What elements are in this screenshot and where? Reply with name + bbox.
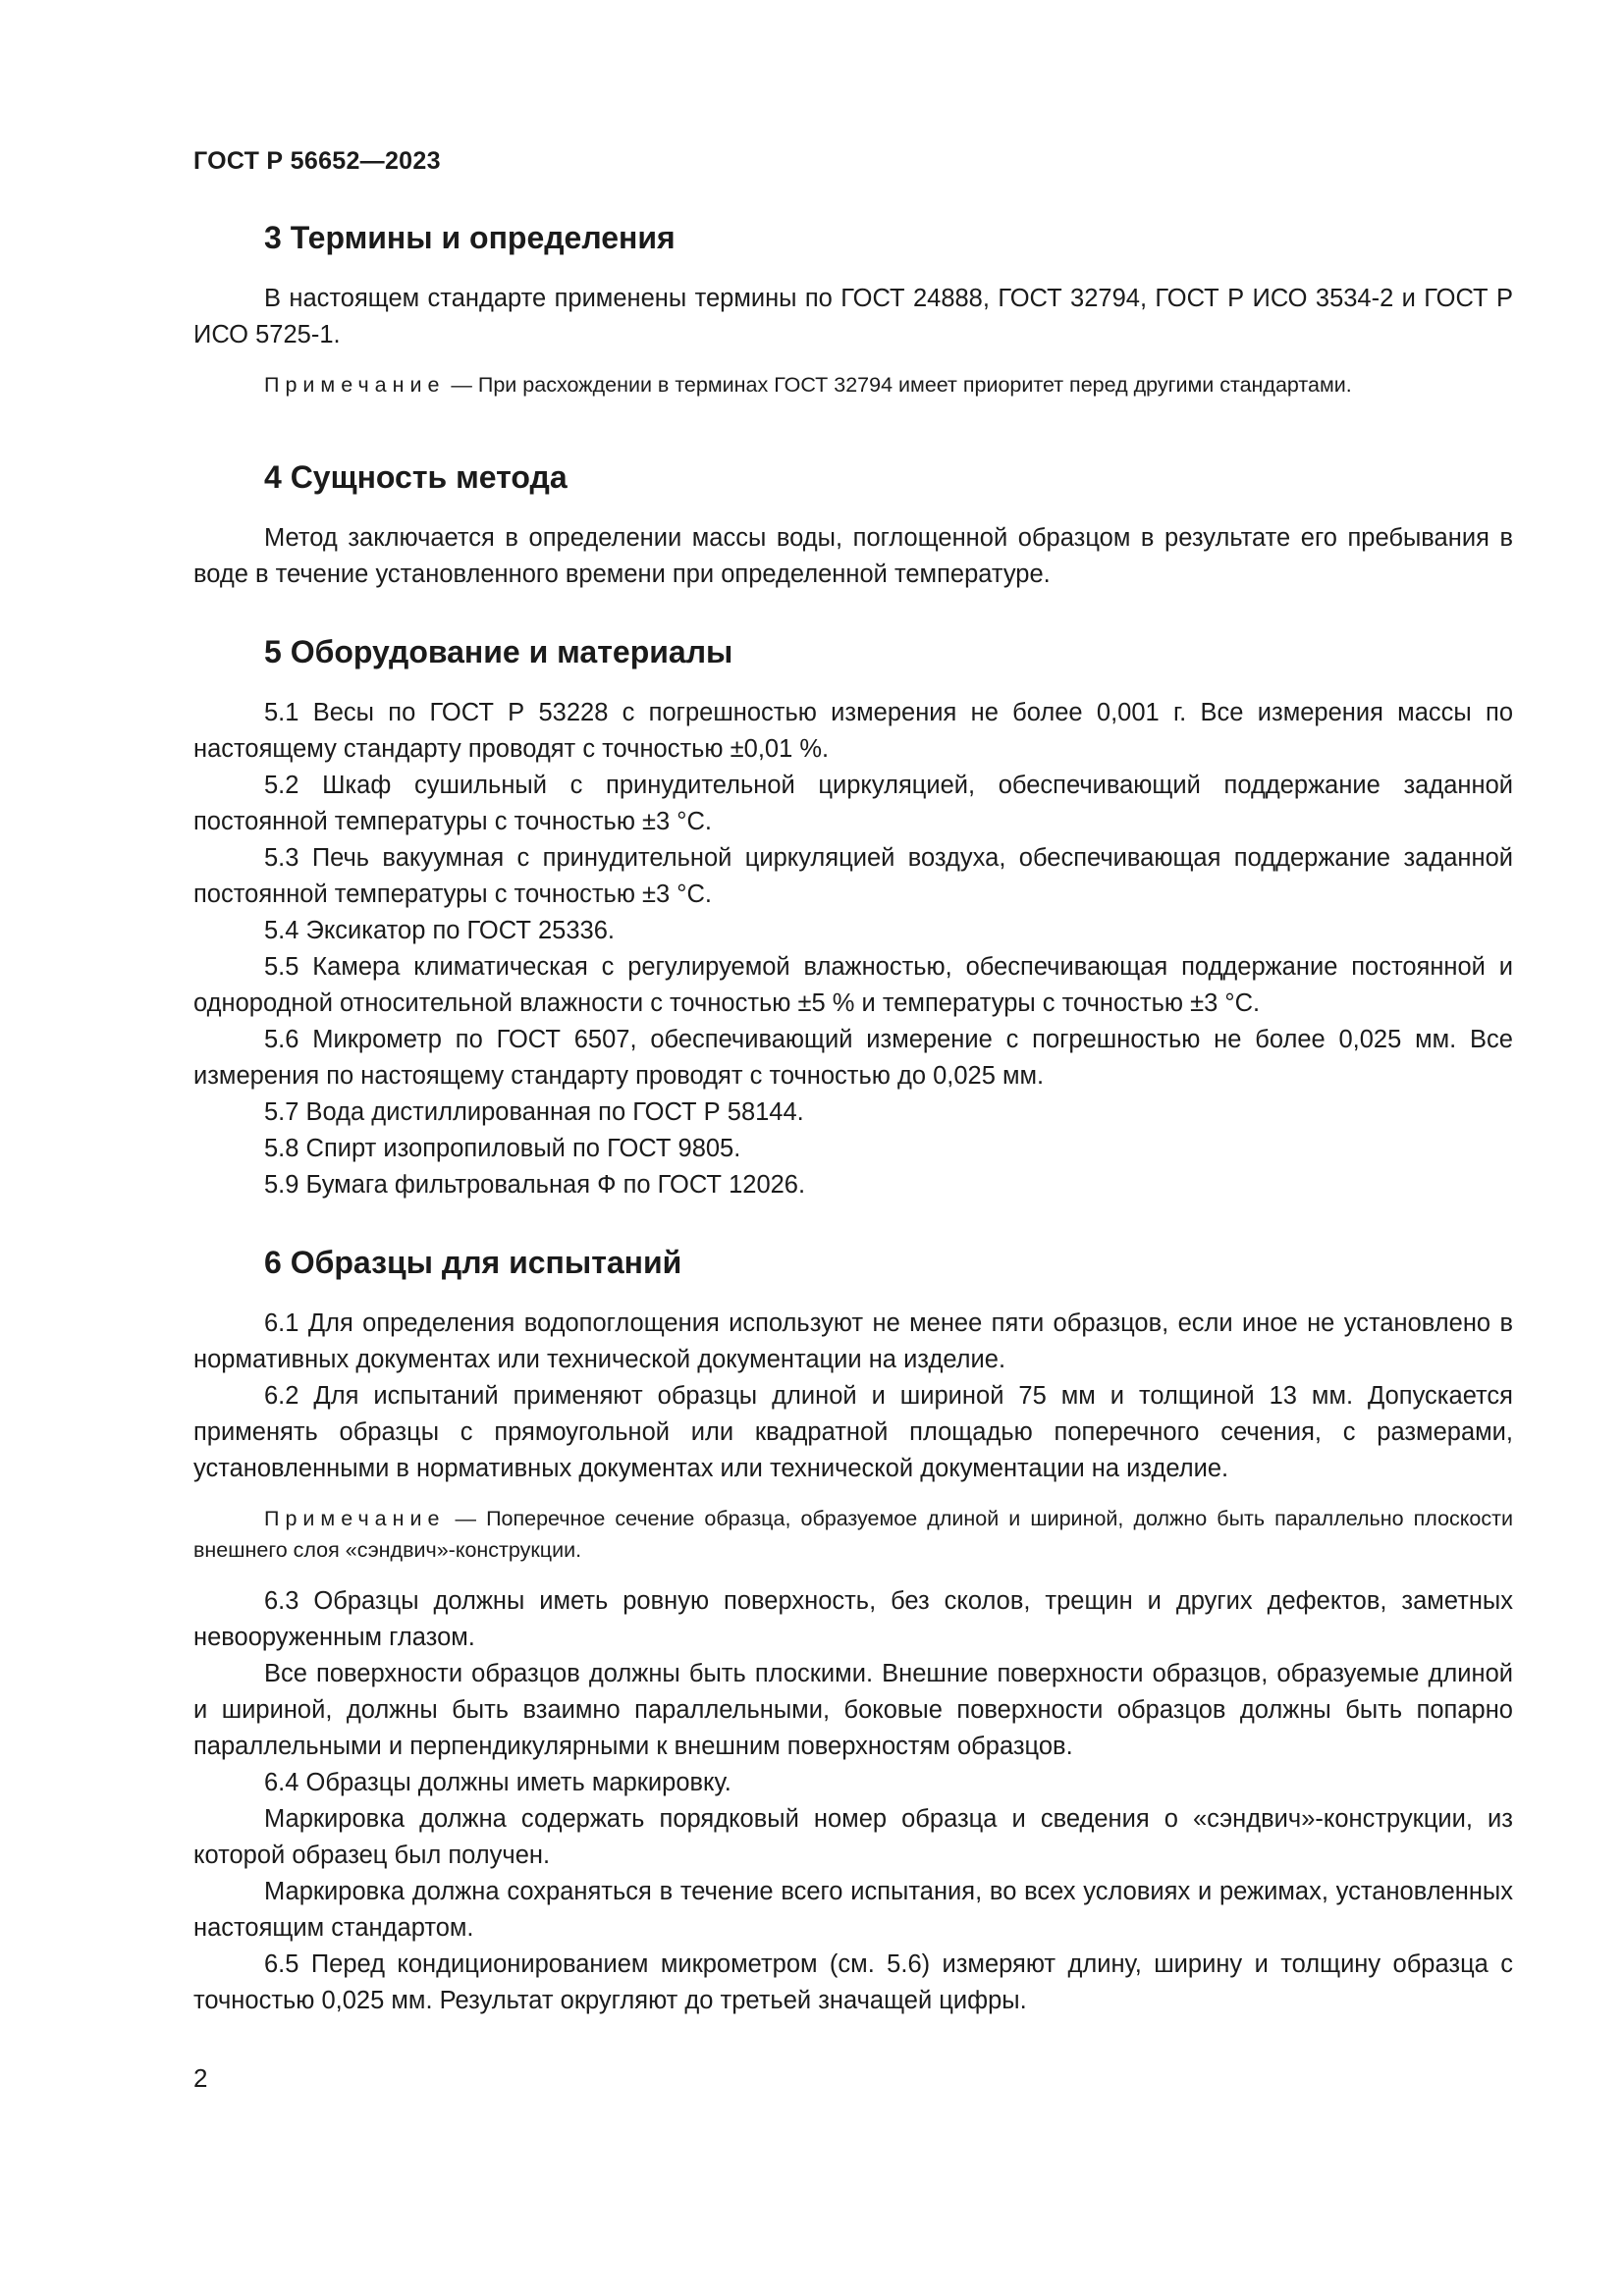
section-4-method <box>193 457 1513 593</box>
section-5-equipment <box>193 632 1513 1203</box>
paragraph: 6.5 Перед кондиционированием микрометром (см. 5.6) измеряют длину, ширину и толщину образца с точностью 0,025 мм. Результат округляют до третьей значащей цифры. <box>193 1950 1513 2014</box>
list-item: 5.1 Весы по ГОСТ Р 53228 с погрешностью измерения не более 0,001 г. Все измерения массы по настоящему стандарту проводят с точностью ±0,01 %. <box>193 699 1513 763</box>
section-title: 5 Оборудование и материалы <box>264 634 733 669</box>
list-item: 5.5 Камера климатическая с регулируемой влажностью, обеспечивающая поддержание постоянной и однородной относительной влажности с точностью ±5 % и температуры с точностью ±3 °С. <box>193 953 1513 1017</box>
section-title: 6 Образцы для испытаний <box>264 1245 682 1280</box>
list-item: 5.2 Шкаф сушильный с принудительной циркуляцией, обеспечивающий поддержание заданной постоянной температуры с точностью ±3 °С. <box>193 772 1513 835</box>
note <box>193 369 1513 400</box>
paragraph: 6.2 Для испытаний применяют образцы длиной и шириной 75 мм и толщиной 13 мм. Допускается применять образцы с прямоугольной или квадратной площадью поперечного сечения, с размерами, установленными в нормативных документах или технической документации на изделие. <box>193 1382 1513 1482</box>
section-6-specimens <box>193 1243 1513 2019</box>
section-gap <box>193 418 1513 457</box>
note-text: — При расхождении в терминах ГОСТ 32794 имеет приоритет перед другими стандартами. <box>445 373 1352 397</box>
list-item: 5.6 Микрометр по ГОСТ 6507, обеспечивающий измерение с погрешностью не более 0,025 мм. Все измерения по настоящему стандарту проводят с точностью до 0,025 мм. <box>193 1026 1513 1090</box>
section-title: 4 Сущность метода <box>264 459 568 495</box>
paragraph: 6.4 Образцы должны иметь маркировку. <box>264 1769 731 1796</box>
document-body <box>193 218 1513 2019</box>
section-title: 3 Термины и определения <box>264 220 676 255</box>
section-3-terms <box>193 218 1513 400</box>
section-gap <box>193 1203 1513 1243</box>
list-item: 5.3 Печь вакуумная с принудительной циркуляцией воздуха, обеспечивающая поддержание заданной постоянной температуры с точностью ±3 °С. <box>193 844 1513 908</box>
page-number: 2 <box>193 2063 208 2093</box>
paragraph: Маркировка должна сохраняться в течение всего испытания, во всех условиях и режимах, установленных настоящим стандартом. <box>193 1878 1513 1942</box>
note-label: Примечание <box>264 1507 446 1530</box>
list-item: 5.9 Бумага фильтровальная Ф по ГОСТ 12026. <box>264 1171 806 1199</box>
paragraph: В настоящем стандарте применены термины по ГОСТ 24888, ГОСТ 32794, ГОСТ Р ИСО 3534-2 и ГОСТ Р ИСО 5725-1. <box>193 285 1513 348</box>
paragraph: Маркировка должна содержать порядковый номер образца и сведения о «сэндвич»-конструкции, из которой образец был получен. <box>193 1805 1513 1869</box>
note <box>193 1503 1513 1566</box>
note-label: Примечание <box>264 373 446 397</box>
list-item: 5.7 Вода дистиллированная по ГОСТ Р 58144. <box>264 1098 804 1126</box>
list-item: 5.4 Эксикатор по ГОСТ 25336. <box>264 917 615 944</box>
note-text: — Поперечное сечение образца, образуемое длиной и шириной, должно быть параллельно плоскости внешнего слоя «сэндвич»-конструкции. <box>193 1507 1513 1562</box>
section-gap <box>193 593 1513 632</box>
paragraph: Все поверхности образцов должны быть плоскими. Внешние поверхности образцов, образуемые длиной и шириной, должны быть взаимно параллельными, боковые поверхности образцов должны быть попарно параллельными и перпендикулярными к внешним поверхностям образцов. <box>193 1660 1513 1760</box>
paragraph: Метод заключается в определении массы воды, поглощенной образцом в результате его пребывания в воде в течение установленного времени при определенной температуре. <box>193 524 1513 588</box>
list-item: 5.8 Спирт изопропиловый по ГОСТ 9805. <box>264 1135 741 1162</box>
paragraph: 6.1 Для определения водопоглощения используют не менее пяти образцов, если иное не установлено в нормативных документах или технической документации на изделие. <box>193 1309 1513 1373</box>
document-header: ГОСТ Р 56652—2023 <box>193 147 441 175</box>
paragraph: 6.3 Образцы должны иметь ровную поверхность, без сколов, трещин и других дефектов, заметных невооруженным глазом. <box>193 1587 1513 1651</box>
